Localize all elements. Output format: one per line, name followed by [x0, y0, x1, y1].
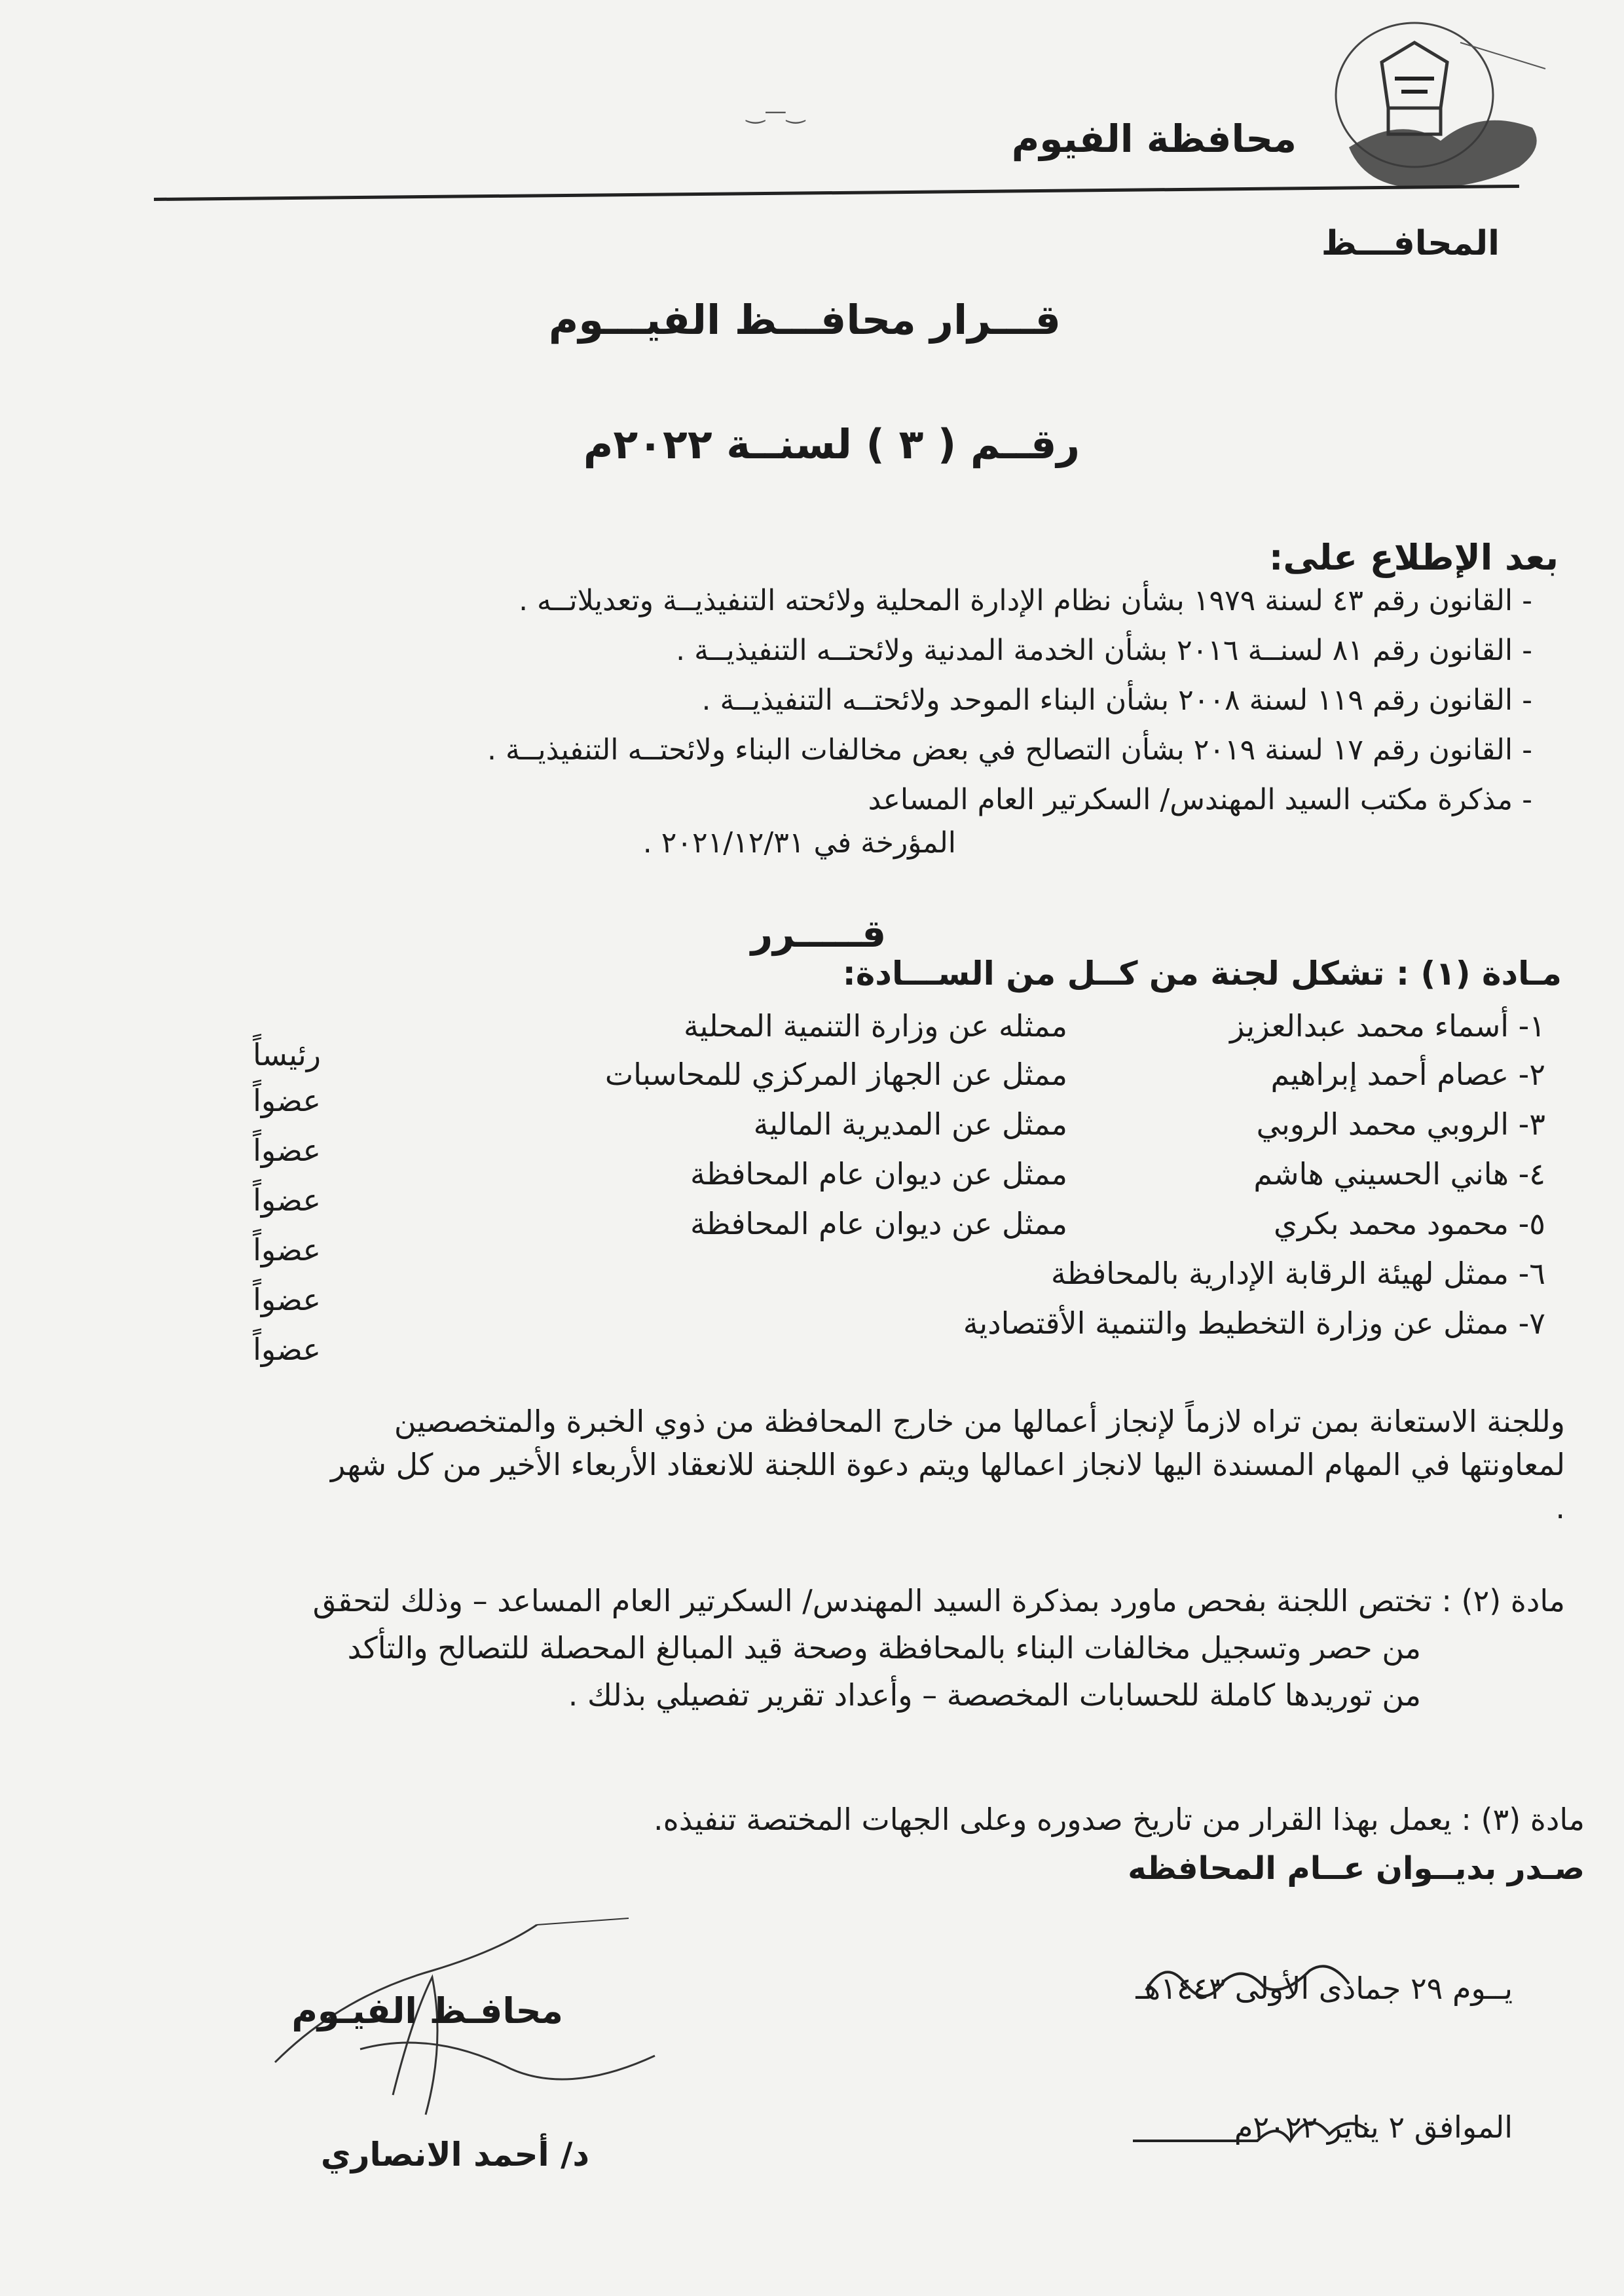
decree-number: رقــم ( ٣ ) لسنــة ٢٠٢٢م: [583, 420, 1080, 468]
reference-line: - القانون رقم ٤٣ لسنة ١٩٧٩ بشأن نظام الإدارة المحلية ولائحته التنفيذيــة وتعديلاتــه .: [519, 584, 1532, 617]
committee-member-row: [177, 1008, 1545, 1072]
signatory-name: د/ أحمد الانصاري: [320, 2136, 589, 2174]
article-1-paragraph-line: .: [1555, 1490, 1565, 1525]
reference-line: - مذكرة مكتب السيد المهندس/ السكرتير العام المساعد: [868, 783, 1532, 816]
member-representation: ممثل عن ديوان عام المحافظة: [690, 1206, 1067, 1241]
committee-member-row: [177, 1156, 1545, 1218]
committee-member-row: [177, 1057, 1545, 1118]
header-mark: ‿—‿: [747, 98, 805, 124]
committee-member-row: [177, 1106, 1545, 1168]
reference-line: المؤرخة في ٢٠٢١/١٢/٣١ .: [642, 826, 956, 860]
member-representation: ممثله عن وزارة التنمية المحلية: [683, 1008, 1067, 1044]
handwritten-date-mark: [1139, 1951, 1362, 2010]
article-3-text: مادة (٣) : يعمل بهذا القرار من تاريخ صدوره وعلى الجهات المختصة تنفيذه.: [654, 1802, 1585, 1837]
handwritten-date-mark: [1126, 2095, 1375, 2154]
article-1-heading: مـادة (١) : تشكل لجنة من كــل من الســـادة:: [842, 955, 1562, 993]
reference-line: - القانون رقم ١٧ لسنة ٢٠١٩ بشأن التصالح في بعض مخالفات البناء ولائحتــه التنفيذيــة .: [487, 733, 1532, 767]
committee-member-row: [177, 1206, 1545, 1267]
member-role: عضواً: [253, 1332, 321, 1367]
committee-member-row: [177, 1305, 1545, 1367]
preamble-heading: بعد الإطلاع على:: [1268, 537, 1559, 578]
gregorian-date: الموافق ٢ يناير ٢٠٢٢م: [1234, 2109, 1513, 2145]
member-representation: ممثل عن المديرية المالية: [753, 1106, 1067, 1142]
article-1-paragraph-line: وللجنة الاستعانة بمن تراه لازماً لإنجاز أعمالها من خارج المحافظة من ذوي الخبرة والمتخصصين: [394, 1404, 1565, 1439]
governorate-emblem-logo: [1310, 16, 1552, 196]
reference-line: - القانون رقم ٨١ لسنــة ٢٠١٦ بشأن الخدمة المدنية ولائحتــه التنفيذيــة .: [676, 634, 1532, 667]
governorate-name: محافظة الفيوم: [1011, 117, 1297, 161]
article-1-paragraph-line: لمعاونتها في المهام المسندة اليها لانجاز اعمالها ويتم دعوة اللجنة للانعقاد الأربعاء الأخير من كل شهر: [330, 1447, 1565, 1482]
signatory-title: محافـظ الفيـوم: [291, 1990, 563, 2032]
decided-heading: قـــــرر: [750, 911, 887, 956]
member-representation: ممثل عن الجهاز المركزي للمحاسبات: [604, 1057, 1067, 1092]
member-role: عضواً: [253, 1282, 321, 1317]
member-role: عضواً: [253, 1232, 321, 1267]
member-name: ١- أسماء محمد عبدالعزيز: [1230, 1008, 1545, 1044]
member-name: ٦- ممثل لهيئة الرقابة الإدارية بالمحافظة: [1050, 1256, 1545, 1291]
member-name: ٣- الروبي محمد الروبي: [1256, 1106, 1545, 1142]
member-name: ٥- محمود محمد بكري: [1273, 1206, 1545, 1241]
member-role: عضواً: [253, 1133, 321, 1168]
article-2-line: مادة (٢) : تختص اللجنة بفحص ماورد بمذكرة السيد المهندس/ السكرتير العام المساعد – وذلك لتحقق: [312, 1583, 1565, 1618]
decree-title: قـــرار محافـــظ الفيـــوم: [548, 296, 1061, 344]
member-name: ٢- عصام أحمد إبراهيم: [1270, 1057, 1545, 1092]
member-role: رئيساً: [253, 1037, 321, 1072]
article-2-line: من توريدها كاملة للحسابات المخصصة – وأعداد تقرير تفصيلي بذلك .: [568, 1677, 1421, 1713]
article-2-line: من حصر وتسجيل مخالفات البناء بالمحافظة وصحة قيد المبالغ المحصلة للتصالح والتأكد: [347, 1630, 1421, 1666]
issued-at: صـدر بديــوان عــام المحافظه: [1128, 1850, 1585, 1887]
hijri-date: يــوم ٢٩ جمادى الأولى ١٤٤٣هـ: [1135, 1971, 1513, 2006]
reference-line: - القانون رقم ١١٩ لسنة ٢٠٠٨ بشأن البناء الموحد ولائحتــه التنفيذيــة .: [701, 683, 1532, 717]
committee-member-row: [177, 1256, 1545, 1317]
member-representation: ممثل عن ديوان عام المحافظة: [690, 1156, 1067, 1192]
member-role: عضواً: [253, 1182, 321, 1218]
member-role: عضواً: [253, 1083, 321, 1118]
member-name: ٧- ممثل عن وزارة التخطيط والتنمية الأقتصادية: [963, 1305, 1545, 1341]
office-title: المحافـــظ: [1321, 224, 1500, 263]
member-name: ٤- هاني الحسيني هاشم: [1253, 1156, 1545, 1192]
